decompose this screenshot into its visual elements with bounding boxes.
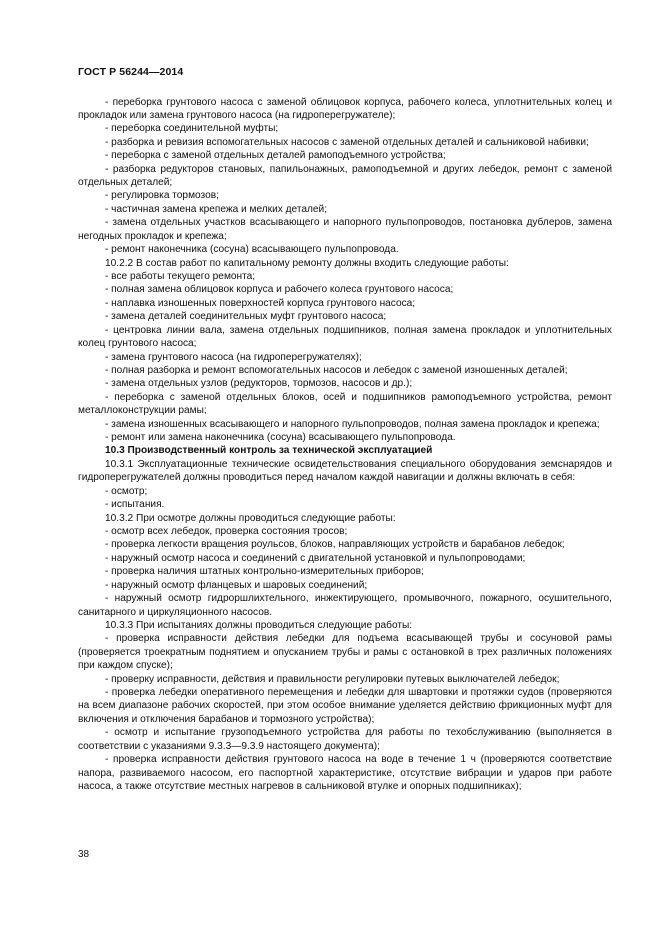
paragraph: - проверка лебедки оперативного перемещения и лебедки для швартовки и протяжки судов (проверяются на всем диапазоне рабочих скоростей, при этом особое внимание уделяется действию фрикционных муфт для включения и отключения барабанов и тормозного устройства);	[78, 687, 612, 725]
paragraph: - проверку исправности, действия и правильности регулировки путевых выключателей лебедок;	[105, 673, 560, 685]
paragraph: - осмотр всех лебедок, проверка состояния тросов;	[105, 526, 348, 537]
paragraph: - регулировка тормозов;	[105, 190, 219, 202]
paragraph: - наружный осмотр фланцевых и шаровых соединений;	[105, 579, 368, 591]
paragraph: - разборка и ревизия вспомогательных насосов с заменой отдельных деталей и сальниковой набивки;	[105, 136, 589, 148]
paragraph: - осмотр и испытание грузоподъемного устройства для работы по техобслуживанию (выполняется в соответствии с указаниями 9.3.3—9.3.9 настоящего документа);	[78, 727, 612, 752]
paragraph: - переборка грунтового насоса с заменой облицовок корпуса, рабочего колеса, уплотнительных колец и прокладок или замена грунтового насоса (на гидроперегружателе);	[78, 96, 612, 121]
paragraph: - осмотр;	[105, 485, 148, 497]
paragraph: - переборка соединительной муфты;	[105, 123, 279, 135]
paragraph: - замена отдельных узлов (редукторов, тормозов, насосов и др.);	[105, 378, 413, 390]
paragraph: - проверка легкости вращения роульсов, блоков, направляющих устройств и барабанов лебедок;	[105, 539, 565, 551]
paragraph: - проверка исправности действия лебедки для подъема всасывающей трубы и сосуновой рамы (проверяется троекратным поднятием и опусканием трубы и рамы с остановкой в трех различных положениях при каждом спуске);	[78, 633, 612, 672]
paragraph: - проверка исправности действия грунтового насоса на воде в течение 1 ч (проверяются соответствие напора, развиваемого насосом, его паспортной характеристике, отсутствие вибрации и ударов при работе насоса, а также отсутствие местных нагревов в сальниковой втулке и опорных подшипниках);	[78, 754, 612, 793]
paragraph: 10.3.2 При осмотре должны проводиться следующие работы:	[105, 512, 396, 524]
paragraph: - разборка редукторов становых, папильонажных, рамоподъемной и других лебедок, ремонт с заменой отдельных деталей;	[78, 163, 612, 189]
paragraph: - переборка с заменой отдельных деталей рамоподъемного устройства;	[105, 150, 446, 162]
paragraph: - испытания.	[105, 499, 165, 511]
paragraph: - замена отдельных участков всасывающего и напорного пульпопроводов, постановка дублеров, замена негодных прокладок и крепежа;	[78, 217, 612, 242]
paragraph: - полная замена облицовок корпуса и рабочего колеса грунтового насоса;	[105, 284, 454, 296]
paragraph: - замена деталей соединительных муфт грунтового насоса;	[105, 311, 387, 323]
paragraph: - частичная замена крепежа и мелких деталей;	[105, 203, 328, 215]
paragraph: 10.3.3 При испытаниях должны проводиться следующие работы:	[105, 619, 413, 631]
paragraph: - наружный осмотр гидроршлихтельного, инжектирующего, промывочного, пожарного, осушительного, санитарного и циркуляционного насосов.	[78, 593, 612, 618]
paragraph: - проверка наличия штатных контрольно-измерительных приборов;	[105, 566, 424, 578]
paragraph: 10.3.1 Эксплуатационные технические освидетельствования специального оборудования земснарядов и гидроперегружателей должны проводиться перед началом каждой навигации и должны включать в себя:	[78, 458, 612, 484]
document-header: ГОСТ Р 56244—2014	[78, 66, 184, 78]
paragraph: - наплавка изношенных поверхностей корпуса грунтового насоса;	[105, 297, 416, 309]
paragraph: - переборка с заменой отдельных блоков, осей и подшипников рамоподъемного устройства, ремонт металлоконструкции рамы;	[78, 391, 612, 417]
paragraph: - ремонт наконечника (сосуна) всасывающего пульпопровода.	[105, 244, 399, 256]
section-heading: 10.3 Производственный контроль за технической эксплуатацией	[105, 445, 433, 457]
paragraph: - полная разборка и ремонт вспомогательных насосов и лебедок с заменой изношенных деталей;	[105, 364, 568, 376]
paragraph: - наружный осмотр насоса и соединений с двигательной установкой и пульпопроводами;	[105, 552, 526, 564]
paragraph: - центровка линии вала, замена отдельных подшипников, полная замена прокладок и уплотнительных колец грунтового насоса;	[78, 324, 612, 350]
paragraph: - замена изношенных всасывающего и напорного пульпопроводов, полная замена прокладок и крепежа;	[105, 418, 600, 430]
paragraph: - ремонт или замена наконечника (сосуна) всасывающего пульпопровода.	[105, 432, 456, 444]
paragraph: 10.2.2 В состав работ по капитальному ремонту должны входить следующие работы:	[105, 257, 509, 269]
paragraph: - все работы текущего ремонта;	[105, 270, 256, 282]
document-body	[78, 96, 612, 794]
paragraph: - замена грунтового насоса (на гидроперегружателях);	[105, 351, 362, 363]
page-number: 38	[78, 849, 90, 860]
